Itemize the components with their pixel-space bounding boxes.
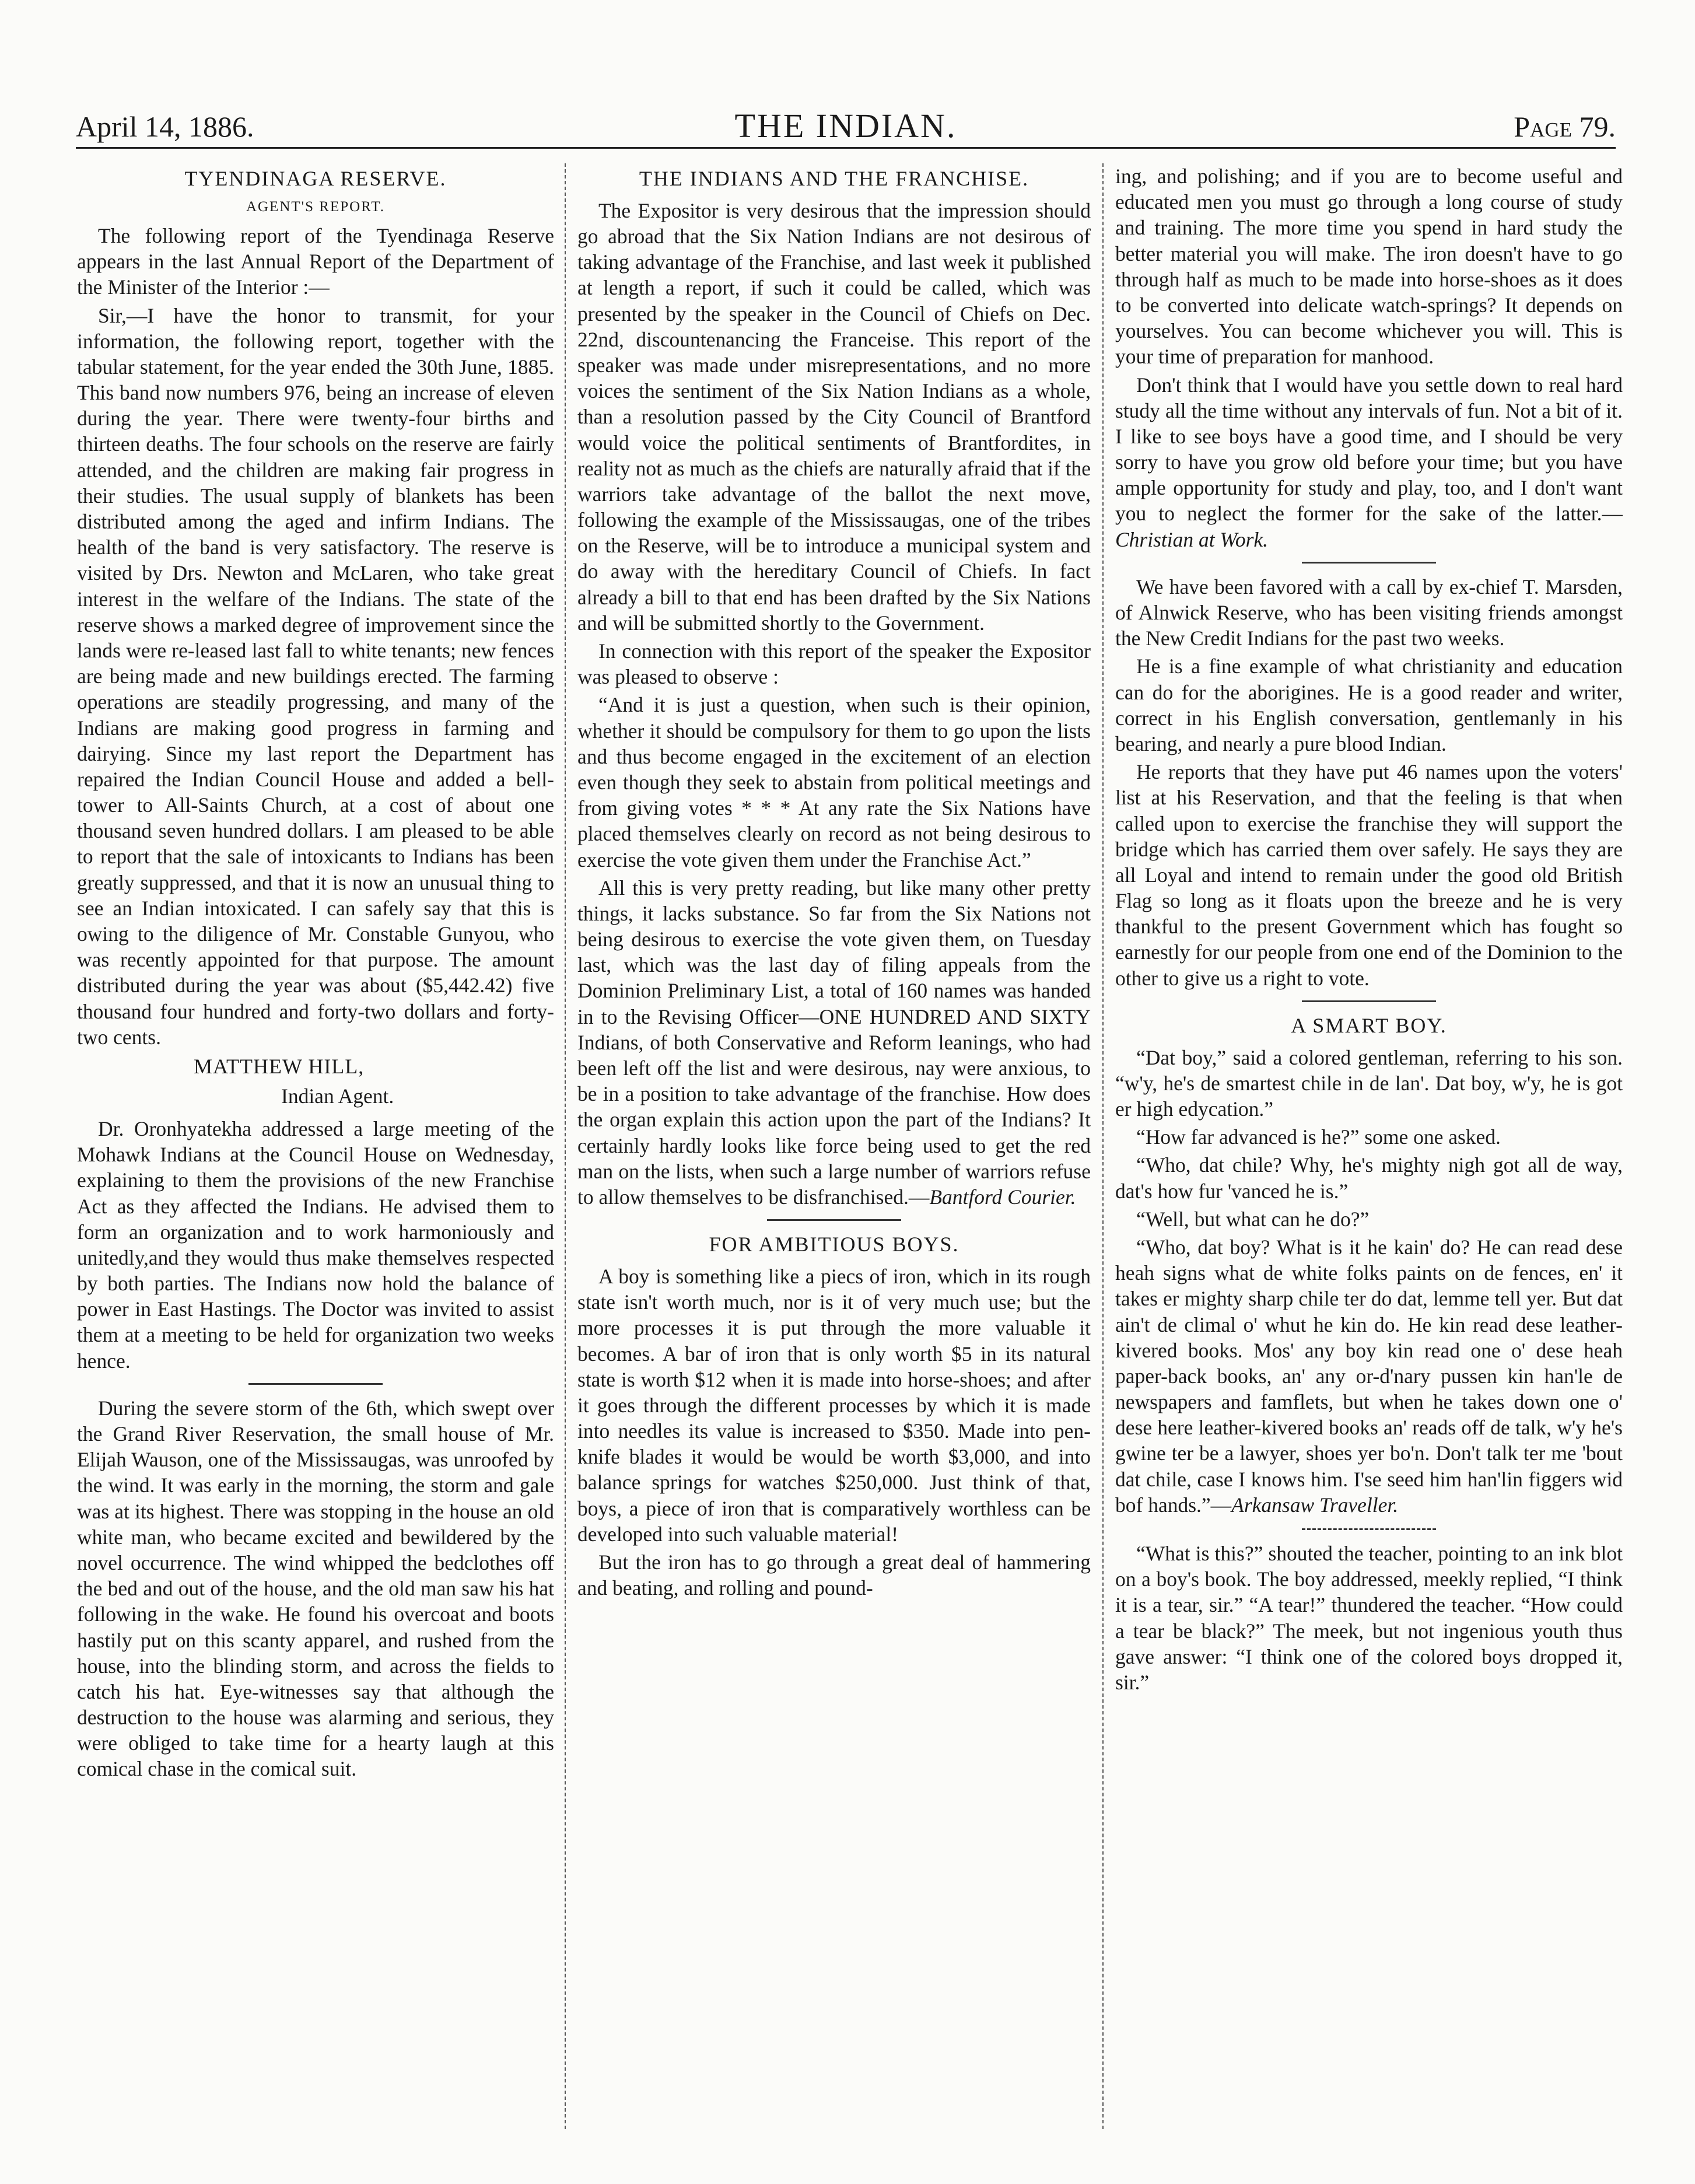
- paragraph: “What is this?” shouted the teacher, pointing to an ink blot on a boy's book. The boy addressed, meekly replied, “I think it is a tear, sir.” “A tear!” thundered the teacher. “How could a tear be black?” The meek, but not ingenious youth thus gave answer: “I think one of the colored boys dropped it, sir.”: [1115, 1542, 1623, 1694]
- paragraph: In connection with this report of the speaker the Expositor was pleased to observe :: [577, 639, 1091, 689]
- paragraph: The following report of the Tyendinaga Reserve appears in the last Annual Report of the Department of the Minister of the Interior :—: [77, 223, 554, 299]
- paragraph: [1115, 372, 1623, 552]
- paragraph: “How far advanced is he?” some one asked.: [1136, 1125, 1501, 1149]
- article-heading-ambitious-boys: FOR AMBITIOUS BOYS.: [709, 1233, 959, 1256]
- paragraph: Dr. Oronhyatekha addressed a large meeting of the Mohawk Indians at the Council House on Wednesday, explaining to them the provisions of the new Franchise Act as they affected the Indians. He advised them to form an organization and to work harmoniously and unitedly,and they would thus make themselves respected by both parties. The Indians now hold the balance of power in East Hastings. The Doctor was invited to assist them at a meeting to be held for organization two weeks hence.: [77, 1116, 554, 1373]
- paragraph: We have been favored with a call by ex-chief T. Marsden, of Alnwick Reserve, who has been visiting friends amongst the New Credit Indians for the past two weeks.: [1115, 575, 1623, 650]
- paragraph: But the iron has to go through a great deal of hammering and beating, and rolling and pound-: [577, 1550, 1091, 1600]
- paragraph-text: Don't think that I would have you settle down to real hard study all the time without any intervals of fun. Not a bit of it. I like to see boys have a good time, and I should be very sorry to have you grow old before your time; but you have ample opportunity for study and play, too, and I don't want you to neglect the former for the sake of the latter.—: [1115, 373, 1623, 526]
- paragraph: [1115, 1234, 1623, 1518]
- source-citation: Bantford Courier.: [929, 1185, 1076, 1209]
- article-subheading: AGENT'S REPORT.: [246, 198, 386, 215]
- source-citation: Arkansaw Traveller.: [1231, 1493, 1399, 1517]
- paragraph: A boy is something like a piecs of iron, which in its rough state isn't worth much, nor is it of very much use; but the more processes it is put through the more valuable it becomes. A bar of iron that is only worth $5 in its natural state is worth $12 when it is made into horse-shoes; and after it goes through the different processes by which it is made into needles its value is increased to $350. Made into pen-knife blades it would be would be worth $3,000, and into balance springs for watches $250,000. Just think of that, boys, a piece of iron that is comparatively worthless can be developed into such valuable material!: [577, 1264, 1091, 1546]
- newspaper-title: THE INDIAN.: [734, 107, 957, 145]
- column-2: [577, 163, 1091, 2129]
- paragraph: “Well, but what can he do?”: [1136, 1207, 1370, 1231]
- separator: [248, 1383, 383, 1385]
- page-number: Page 79.: [1514, 110, 1616, 143]
- article-heading-smart-boy: A SMART BOY.: [1291, 1013, 1447, 1037]
- paragraph-text: All this is very pretty reading, but like many other pretty things, it lacks substance. So far from the Six Nations not being desirous to exercise the vote given them, on Tuesday last, which was the last day of filing appeals from the Dominion Preliminary List, a total of 160 names was handed in to the Revising Officer—ONE HUNDRED AND SIXTY Indians, of both Conservative and Reform leanings, who had been left off the list and were desirous, nay were anxious, to be in a position to take advantage of the franchise. How does the organ explain this action upon the part of the Indians? It certainly hardly looks like force being used to get the red man on the lists, when such a large number of warriors refuse to allow themselves to be disfranchised.—: [577, 876, 1091, 1209]
- separator: [1302, 1528, 1436, 1530]
- paragraph: He reports that they have put 46 names upon the voters' list at his Reservation, and that the feeling is that when called upon to exercise the franchise they will support the bridge which has carried them over safely. He says they are all Loyal and intend to remain under the good old British Flag so long as it floats upon the breeze and he is very thankful to the present Government which has fought so earnestly for our people from one end of the Dominion to the other to give us a right to vote.: [1115, 760, 1623, 990]
- article-heading-franchise: THE INDIANS AND THE FRANCHISE.: [639, 167, 1029, 190]
- separator: [1302, 1000, 1436, 1002]
- paragraph: “Dat boy,” said a colored gentleman, referring to his son. “w'y, he's de smartest chile in de lan'. Dat boy, w'y, he is got er high edycation.”: [1115, 1045, 1623, 1121]
- paragraph: He is a fine example of what christianity and education can do for the aborigines. He is a good reader and writer, correct in his English conversation, gentlemanly in his bearing, and nearly a pure blood Indian.: [1115, 654, 1623, 755]
- column-rule-2: [1102, 163, 1104, 2129]
- paragraph: Sir,—I have the honor to transmit, for your information, the following report, together with the tabular statement, for the year ended the 30th June, 1885. This band now numbers 976, being an increase of eleven during the year. There were twenty-four births and thirteen deaths. The four schools on the reserve are fairly attended, and the children are making fair progress in their studies. The usual supply of blankets has been distributed among the aged and infirm Indians. The health of the band is very satisfactory. The reserve is visited by Drs. Newton and McLaren, who take great interest in the welfare of the Indians. The state of the reserve shows a marked degree of improvement since the lands were re-leased last fall to white tenants; new fences are being made and new buildings erected. The farming operations are steadily progressing, and many of the Indians are making good progress in farming and dairying. Since my last report the Department has repaired the Indian Council House and added a bell-tower to All-Saints Church, at a cost of about one thousand seven hundred dollars. I am pleased to be able to report that the sale of intoxicants to Indians has been greatly suppressed, and that it is now an unusual thing to see an Indian intoxicated. I can safely say that this is owing to the diligence of Mr. Constable Gunyou, who was recently appointed for that purpose. The amount distributed during the year was about ($5,442.42) five thousand four hundred and forty-two dollars and forty-two cents.: [77, 303, 554, 1049]
- separator: [1302, 562, 1436, 564]
- paragraph: The Expositor is very desirous that the impression should go abroad that the Six Nation Indians are not desirous of taking advantage of the Franchise, and last week it published at length a report, if such it could be called, which was presented by the speaker in the Council of Chiefs on Dec. 22nd, discountenancing the Franceise. This report of the speaker was made under misrepresentations, and no more voices the sentiment of the Six Nation Indians as a whole, than a resolution passed by the City Council of Brantford would voice the political sentiments of Brantfordites, in reality not as much as the chiefs are naturally afraid that if the warriors take advantage of the ballot the next move, following the example of the Mississaugas, one of the tribes on the Reserve, will be to introduce a municipal system and do away with the hereditary Council of Chiefs. In fact already a bill to that end has been drafted by the Six Nations and will be submitted shortly to the Government.: [577, 198, 1091, 635]
- article-heading-tyendinaga: TYENDINAGA RESERVE.: [184, 167, 447, 190]
- quotation: “And it is just a question, when such is their opinion, whether it should be compulsory for them to go upon the lists and thus become engaged in the excitement of an election even though they seek to abstain from political meetings and from giving votes * * * At any rate the Six Nations have placed themselves clearly on record as not being desirous to exercise the vote given them under the Franchise Act.”: [577, 693, 1091, 872]
- paragraph: During the severe storm of the 6th, which swept over the Grand River Reservation, the small house of Mr. Elijah Wauson, one of the Mississaugas, was unroofed by the wind. It was early in the morning, the storm and gale was at its highest. There was stopping in the house an old white man, who became excited and bewildered by the novel occurrence. The wind whipped the bedclothes off the bed and out of the house, and the old man saw his hat following in the wake. He found his overcoat and boots hastily put on this scanty apparel, and rushed from the house, into the blinding storm, and across the fields to catch his hat. Eye-witnesses say that although the destruction to the house was alarming and serious, they were obliged to take time for a hearty laugh at this comical chase in the comical suit.: [77, 1396, 554, 1781]
- signature-name: MATTHEW HILL,: [194, 1054, 365, 1078]
- masthead: [76, 106, 1616, 149]
- separator: [767, 1219, 901, 1221]
- column-1: [77, 163, 554, 2129]
- paragraph: [577, 875, 1091, 1210]
- paragraph: “Who, dat chile? Why, he's mighty nigh got all de way, dat's how fur 'vanced he is.”: [1115, 1153, 1623, 1203]
- column-rule-1: [565, 163, 566, 2129]
- paragraph-text: “Who, dat boy? What is it he kain' do? He can read dese heah signs what de white folks paints on de fences, en' it takes er mighty sharp chile ter do dat, lemme tell yer. But dat ain't de climal o' whut he kin do. He kin read dese leather-kivered books. Mos' any boy kin read one o' dese heah paper-back books, an' any or-d'nary pussen kin han'le de newspapers and famflets, but when he takes down one o' dese here leather-kivered books an' reads off de talk, w'y he's gwine ter be a lawyer, shoes yer bo'n. Don't talk ter me 'bout dat chile, case I knows him. I'se seed him han'lin figgers wid bof hands.”—: [1115, 1235, 1623, 1517]
- column-3: [1115, 163, 1623, 2129]
- source-citation: Christian at Work.: [1115, 527, 1269, 551]
- issue-date: April 14, 1886.: [76, 110, 254, 143]
- signature-title: Indian Agent.: [281, 1084, 394, 1108]
- paragraph: ing, and polishing; and if you are to become useful and educated men you must go through a long course of study and training. The more time you spend in hard study the better material you will make. The iron doesn't have to go through half as much to be made into horse-shoes as it does to be converted into delicate watch-springs? It depends on yourselves. You can become whichever you will. This is your time of preparation for manhood.: [1115, 164, 1623, 369]
